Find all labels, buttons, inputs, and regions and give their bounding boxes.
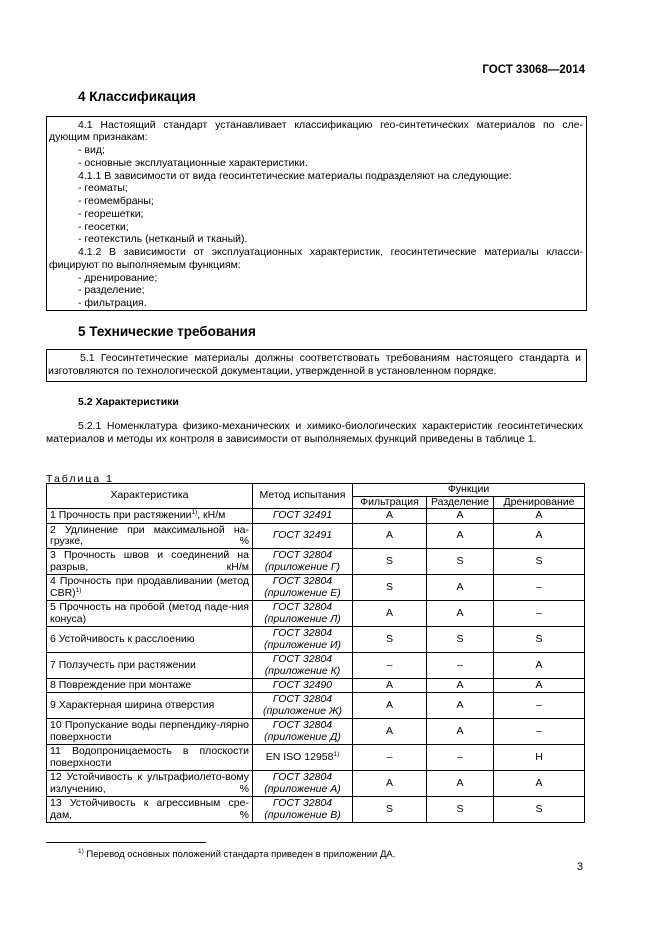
row-filtration: A	[353, 679, 427, 693]
table-row	[47, 601, 585, 627]
row-characteristic: 1 Прочность при растяжении$^{1)}$, кН/м	[47, 509, 253, 524]
classification-line: - вид;	[78, 144, 105, 156]
row-separation: S	[427, 549, 494, 575]
row-method: ГОСТ 32804 (приложение Ж)	[253, 693, 353, 719]
classification-line: 4.1.2 В зависимости от эксплуатационных характеристик, геосинтетические материалы класси-	[78, 246, 583, 258]
row-filtration: –	[353, 653, 427, 679]
row-drainage: S	[494, 627, 585, 653]
table-caption: Таблица 1	[46, 473, 114, 485]
table-row	[47, 745, 585, 771]
characteristics-table	[46, 483, 585, 823]
row-separation: A	[427, 679, 494, 693]
classification-line: - геотекстиль (нетканый и тканый).	[78, 233, 248, 245]
row-filtration: S	[353, 797, 427, 823]
row-filtration: A	[353, 509, 427, 524]
table-row	[47, 679, 585, 693]
row-method: ГОСТ 32804 (приложение Е)	[253, 575, 353, 601]
classification-line: - георешетки;	[78, 208, 144, 220]
row-separation: A	[427, 601, 494, 627]
row-separation: A	[427, 509, 494, 524]
row-filtration: S	[353, 575, 427, 601]
header-separation: Разделение	[427, 496, 494, 509]
row-filtration: S	[353, 549, 427, 575]
table-row	[47, 524, 585, 549]
table-row	[47, 797, 585, 823]
row-separation: S	[427, 627, 494, 653]
row-method: ГОСТ 32491	[253, 524, 353, 549]
requirement-paragraph: 5.1 Геосинтетические материалы должны соответствовать требованиям настоящего стандарта и изготовляются по технологической документации, утвержденной в установленном порядке.	[48, 352, 581, 377]
row-filtration: –	[353, 745, 427, 771]
classification-line: 4.1 Настоящий стандарт устанавливает классификацию гео-синтетических материалов по сле-	[78, 119, 583, 131]
row-method: ГОСТ 32804 (приложение А)	[253, 771, 353, 797]
section-4-title: 4 Классификация	[78, 89, 196, 104]
table-row	[47, 771, 585, 797]
row-method: ГОСТ 32491	[253, 509, 353, 524]
header-characteristic: Характеристика	[47, 484, 253, 509]
row-method: ГОСТ 32804 (приложение Д)	[253, 719, 353, 745]
row-separation: A	[427, 575, 494, 601]
header-filtration: Фильтрация	[353, 496, 427, 509]
row-characteristic: 13 Устойчивость к агрессивным сре-дам, %	[47, 797, 253, 823]
row-drainage: –	[494, 719, 585, 745]
row-filtration: A	[353, 524, 427, 549]
row-method: EN ISO 12958$^{1)}$	[253, 745, 353, 771]
table-row	[47, 575, 585, 601]
row-drainage: S	[494, 797, 585, 823]
row-characteristic: 6 Устойчивость к расслоению	[47, 627, 253, 653]
row-drainage: S	[494, 549, 585, 575]
row-method: ГОСТ 32804 (приложение К)	[253, 653, 353, 679]
row-characteristic: 12 Устойчивость к ультрафиолето-вому излучению, %	[47, 771, 253, 797]
row-separation: –	[427, 653, 494, 679]
characteristics-paragraph: 5.2.1 Номенклатура физико-механических и химико-биологических характеристик геосинтетических материалов и методы их контроля в зависимости от выполняемых функций приведены в таблице 1.	[46, 420, 583, 445]
row-drainage: –	[494, 575, 585, 601]
row-characteristic: 5 Прочность на пробой (метод паде-ния конуса)	[47, 601, 253, 627]
table-row	[47, 509, 585, 524]
row-separation: A	[427, 524, 494, 549]
row-characteristic: 7 Ползучесть при растяжении	[47, 653, 253, 679]
page-number: 3	[576, 861, 583, 873]
row-characteristic: 9 Характерная ширина отверстия	[47, 693, 253, 719]
classification-line: 4.1.1 В зависимости от вида геосинтетические материалы подразделяют на следующие:	[78, 170, 512, 182]
table-row	[47, 549, 585, 575]
row-drainage: A	[494, 524, 585, 549]
row-characteristic: 3 Прочность швов и соединений на разрыв, кН/м	[47, 549, 253, 575]
classification-line: - геомембраны;	[78, 195, 154, 207]
classification-line: фицируют по выполняемым функциям:	[49, 259, 241, 271]
classification-line: - основные эксплуатационные характеристики.	[78, 157, 308, 169]
header-drainage: Дренирование	[494, 496, 585, 509]
row-drainage: A	[494, 509, 585, 524]
row-separation: A	[427, 719, 494, 745]
row-separation: A	[427, 771, 494, 797]
footnote-separator	[46, 842, 206, 843]
row-method: ГОСТ 32804 (приложение Л)	[253, 601, 353, 627]
row-method: ГОСТ 32490	[253, 679, 353, 693]
row-filtration: A	[353, 693, 427, 719]
row-filtration: A	[353, 601, 427, 627]
row-method: ГОСТ 32804 (приложение И)	[253, 627, 353, 653]
section-5-title: 5 Технические требования	[78, 324, 256, 339]
header-method: Метод испытания	[253, 484, 353, 509]
classification-line: - дренирование;	[78, 272, 158, 284]
standard-number: ГОСТ 33068—2014	[482, 64, 585, 76]
row-drainage: A	[494, 653, 585, 679]
row-characteristic: 4 Прочность при продавливании (метод CBR)$^{1)}$	[47, 575, 253, 601]
classification-line: - геосетки;	[78, 221, 129, 233]
row-characteristic: 2 Удлинение при максимальной на-грузке, %	[47, 524, 253, 549]
classification-line: - разделение;	[78, 284, 145, 296]
row-method: ГОСТ 32804 (приложение В)	[253, 797, 353, 823]
classification-line: - геоматы;	[78, 182, 128, 194]
row-drainage: H	[494, 745, 585, 771]
row-filtration: S	[353, 627, 427, 653]
row-characteristic: 11 Водопроницаемость в плоскости поверхности	[47, 745, 253, 771]
row-filtration: A	[353, 719, 427, 745]
row-filtration: A	[353, 771, 427, 797]
classification-line: - фильтрация.	[78, 297, 147, 309]
row-characteristic: 8 Повреждение при монтаже	[47, 679, 253, 693]
footnote: $^{1)}$ Перевод основных положений стандарта приведен в приложении ДА.	[78, 848, 396, 860]
table-row	[47, 653, 585, 679]
row-method: ГОСТ 32804 (приложение Г)	[253, 549, 353, 575]
table-row	[47, 627, 585, 653]
row-drainage: –	[494, 601, 585, 627]
row-drainage: A	[494, 679, 585, 693]
classification-line: дующим признакам:	[49, 131, 148, 143]
row-drainage: –	[494, 693, 585, 719]
header-functions: Функции	[353, 484, 585, 497]
row-characteristic: 10 Пропускание воды перпендику-лярно поверхности	[47, 719, 253, 745]
row-separation: A	[427, 693, 494, 719]
row-separation: S	[427, 797, 494, 823]
row-separation: –	[427, 745, 494, 771]
subsection-title: 5.2 Характеристики	[78, 396, 179, 408]
table-row	[47, 693, 585, 719]
row-drainage: A	[494, 771, 585, 797]
table-row	[47, 719, 585, 745]
